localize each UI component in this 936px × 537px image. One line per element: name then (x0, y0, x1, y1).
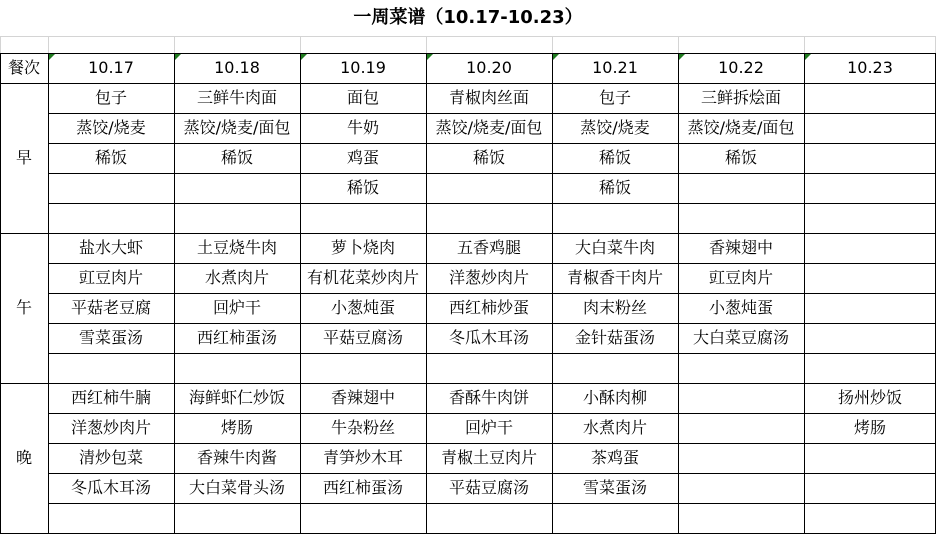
menu-cell[interactable]: 包子 (598, 88, 631, 107)
day-header[interactable]: 10.19 (340, 58, 386, 77)
menu-cell[interactable]: 雪菜蛋汤 (582, 478, 647, 497)
menu-cell[interactable]: 大白菜骨头汤 (188, 478, 285, 497)
menu-cell[interactable]: 蒸饺/烧麦 (580, 118, 650, 137)
table-border (48, 263, 936, 264)
gridline (0, 36, 936, 37)
gridline (0, 36, 1, 53)
table-border (0, 83, 936, 84)
menu-cell[interactable] (804, 353, 936, 383)
table-border (804, 53, 805, 534)
menu-cell[interactable] (804, 263, 936, 293)
table-border (48, 353, 936, 354)
menu-cell[interactable]: 茶鸡蛋 (590, 448, 639, 467)
menu-cell[interactable]: 洋葱炒肉片 (448, 268, 529, 287)
table-border (48, 173, 936, 174)
menu-cell[interactable] (426, 203, 552, 233)
menu-cell[interactable]: 香辣翅中 (708, 238, 773, 257)
menu-cell[interactable]: 五香鸡腿 (456, 238, 521, 257)
table-border (48, 503, 936, 504)
cell-marker (553, 54, 559, 60)
gridline (678, 36, 679, 53)
menu-cell[interactable] (804, 323, 936, 353)
menu-cell[interactable]: 包子 (94, 88, 127, 107)
menu-cell[interactable]: 小葱炖蛋 (708, 298, 773, 317)
menu-cell[interactable]: 稀饭 (598, 178, 631, 197)
menu-cell[interactable]: 西红柿牛腩 (70, 388, 151, 407)
table-border (300, 53, 301, 534)
menu-cell[interactable]: 牛奶 (346, 118, 379, 137)
menu-cell[interactable] (174, 353, 300, 383)
menu-cell[interactable] (174, 173, 300, 203)
cell-marker (49, 54, 55, 60)
menu-cell[interactable]: 香酥牛肉饼 (448, 388, 529, 407)
menu-cell[interactable] (174, 203, 300, 233)
meal-label[interactable]: 早 (15, 148, 32, 167)
menu-cell[interactable]: 三鲜牛肉面 (196, 88, 277, 107)
day-header[interactable]: 10.20 (466, 58, 512, 77)
meal-header[interactable]: 餐次 (7, 58, 40, 77)
menu-cell[interactable] (678, 203, 804, 233)
day-header[interactable]: 10.18 (214, 58, 260, 77)
menu-cell[interactable]: 平菇豆腐汤 (448, 478, 529, 497)
menu-cell[interactable] (48, 173, 174, 203)
menu-cell[interactable]: 金针菇蛋汤 (574, 328, 655, 347)
table-border (48, 443, 936, 444)
meal-label[interactable]: 午 (15, 298, 32, 317)
menu-cell[interactable] (174, 503, 300, 533)
menu-cell[interactable]: 冬瓜木耳汤 (70, 478, 151, 497)
menu-cell[interactable]: 大白菜牛肉 (574, 238, 655, 257)
table-border (0, 383, 936, 384)
menu-title: 一周菜谱（10.17-10.23） (353, 7, 583, 28)
table-border (48, 293, 936, 294)
menu-cell[interactable] (552, 503, 678, 533)
table-border (48, 53, 49, 534)
menu-cell[interactable]: 水煮肉片 (204, 268, 269, 287)
menu-cell[interactable]: 稀饭 (220, 148, 253, 167)
menu-cell[interactable]: 稀饭 (724, 148, 757, 167)
menu-cell[interactable]: 有机花菜炒肉片 (306, 268, 419, 287)
menu-cell[interactable]: 鸡蛋 (346, 148, 379, 167)
menu-cell[interactable] (804, 83, 936, 113)
gridline (300, 36, 301, 53)
menu-cell[interactable] (804, 233, 936, 263)
menu-cell[interactable] (426, 353, 552, 383)
gridline (552, 36, 553, 53)
menu-cell[interactable]: 豇豆肉片 (708, 268, 773, 287)
menu-cell[interactable] (678, 473, 804, 503)
cell-marker (679, 54, 685, 60)
menu-cell[interactable]: 大白菜豆腐汤 (692, 328, 789, 347)
menu-cell[interactable]: 稀饭 (94, 148, 127, 167)
menu-cell[interactable]: 稀饭 (598, 148, 631, 167)
cell-marker (175, 54, 181, 60)
menu-cell[interactable]: 冬瓜木耳汤 (448, 328, 529, 347)
menu-cell[interactable] (426, 503, 552, 533)
menu-cell[interactable]: 小酥肉柳 (582, 388, 647, 407)
menu-cell[interactable]: 西红柿蛋汤 (322, 478, 403, 497)
day-header[interactable]: 10.17 (88, 58, 134, 77)
gridline (174, 36, 175, 53)
cell-marker (427, 54, 433, 60)
table-border (48, 323, 936, 324)
menu-cell[interactable]: 稀饭 (472, 148, 505, 167)
menu-cell[interactable]: 西红柿炒蛋 (448, 298, 529, 317)
menu-cell[interactable] (678, 503, 804, 533)
menu-cell[interactable]: 洋葱炒肉片 (70, 418, 151, 437)
menu-cell[interactable] (48, 203, 174, 233)
menu-cell[interactable]: 香辣牛肉酱 (196, 448, 277, 467)
menu-cell[interactable]: 蒸饺/烧麦 (76, 118, 146, 137)
menu-cell[interactable] (804, 473, 936, 503)
menu-cell[interactable]: 扬州炒饭 (837, 388, 902, 407)
menu-cell[interactable]: 蒸饺/烧麦/面包 (687, 118, 795, 137)
table-border (552, 53, 553, 534)
menu-cell[interactable]: 豇豆肉片 (78, 268, 143, 287)
menu-cell[interactable] (426, 173, 552, 203)
menu-cell[interactable] (804, 143, 936, 173)
menu-cell[interactable]: 海鲜虾仁炒饭 (188, 388, 285, 407)
menu-cell[interactable]: 三鲜拆烩面 (700, 88, 781, 107)
meal-label[interactable]: 晚 (15, 448, 32, 467)
cell-marker (301, 54, 307, 60)
menu-cell[interactable]: 平菇豆腐汤 (322, 328, 403, 347)
table-border (174, 53, 175, 534)
menu-cell[interactable]: 青椒土豆肉片 (440, 448, 537, 467)
menu-cell[interactable]: 肉末粉丝 (582, 298, 647, 317)
menu-cell[interactable]: 平菇老豆腐 (70, 298, 151, 317)
menu-cell[interactable] (48, 353, 174, 383)
day-header[interactable]: 10.22 (718, 58, 764, 77)
table-border (48, 473, 936, 474)
menu-cell[interactable]: 稀饭 (346, 178, 379, 197)
table-border (0, 233, 936, 234)
menu-cell[interactable]: 青笋炒木耳 (322, 448, 403, 467)
menu-cell[interactable] (804, 113, 936, 143)
menu-cell[interactable]: 牛杂粉丝 (330, 418, 395, 437)
menu-cell[interactable]: 萝卜烧肉 (330, 238, 395, 257)
table-border (0, 53, 1, 534)
menu-cell[interactable]: 香辣翅中 (330, 388, 395, 407)
menu-cell[interactable]: 烤肠 (853, 418, 886, 437)
menu-cell[interactable] (678, 383, 804, 413)
menu-cell[interactable]: 西红柿蛋汤 (196, 328, 277, 347)
gridline (48, 36, 49, 53)
menu-cell[interactable] (300, 203, 426, 233)
table-border (48, 413, 936, 414)
menu-cell[interactable] (552, 353, 678, 383)
gridline (426, 36, 427, 53)
menu-cell[interactable] (300, 353, 426, 383)
table-border (0, 533, 936, 534)
menu-cell[interactable] (552, 203, 678, 233)
menu-cell[interactable] (48, 503, 174, 533)
menu-cell[interactable]: 回炉干 (212, 298, 261, 317)
menu-cell[interactable] (678, 173, 804, 203)
menu-cell[interactable]: 清炒包菜 (78, 448, 143, 467)
menu-cell[interactable]: 青椒香干肉片 (566, 268, 663, 287)
menu-cell[interactable] (804, 203, 936, 233)
menu-cell[interactable]: 盐水大虾 (78, 238, 143, 257)
menu-cell[interactable]: 蒸饺/烧麦/面包 (435, 118, 543, 137)
menu-cell[interactable] (678, 413, 804, 443)
menu-cell[interactable]: 雪菜蛋汤 (78, 328, 143, 347)
menu-cell[interactable] (678, 353, 804, 383)
menu-cell[interactable] (804, 293, 936, 323)
menu-cell[interactable] (804, 443, 936, 473)
day-header[interactable]: 10.21 (592, 58, 638, 77)
menu-cell[interactable] (678, 443, 804, 473)
day-header[interactable]: 10.23 (847, 58, 893, 77)
table-border (426, 53, 427, 534)
menu-cell[interactable] (804, 173, 936, 203)
menu-cell[interactable] (804, 503, 936, 533)
menu-cell[interactable]: 土豆烧牛肉 (196, 238, 277, 257)
table-border (48, 143, 936, 144)
table-border (678, 53, 679, 534)
menu-cell[interactable]: 烤肠 (220, 418, 253, 437)
menu-cell[interactable]: 回炉干 (464, 418, 513, 437)
table-border (48, 203, 936, 204)
menu-cell[interactable]: 蒸饺/烧麦/面包 (183, 118, 291, 137)
gridline (804, 36, 805, 53)
menu-cell[interactable]: 面包 (346, 88, 379, 107)
menu-cell[interactable]: 青椒肉丝面 (448, 88, 529, 107)
menu-cell[interactable]: 小葱炖蛋 (330, 298, 395, 317)
table-border (0, 53, 936, 54)
menu-cell[interactable] (300, 503, 426, 533)
menu-cell[interactable]: 水煮肉片 (582, 418, 647, 437)
table-border (48, 113, 936, 114)
cell-marker (805, 54, 811, 60)
